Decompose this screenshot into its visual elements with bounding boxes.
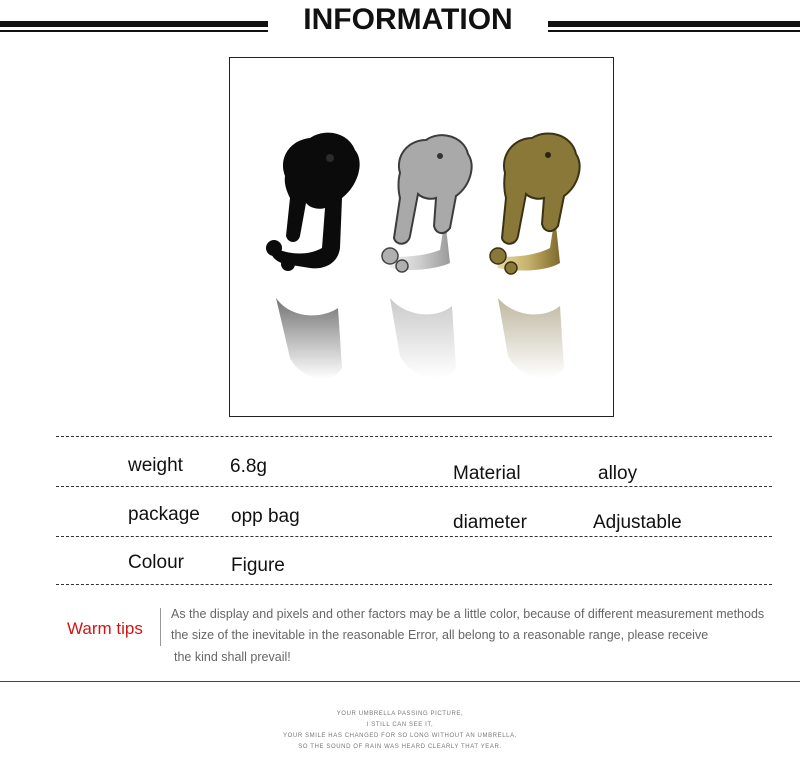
- warm-tips-label: Warm tips: [67, 619, 143, 638]
- spec-rule-1: [56, 436, 772, 437]
- bottom-divider: [0, 681, 800, 682]
- package-label: package: [128, 504, 200, 525]
- diameter-value: Adjustable: [593, 512, 682, 533]
- diameter-label: diameter: [453, 512, 527, 533]
- warm-tips-line-1: As the display and pixels and other factors may be a little color, because of different measurement methods: [171, 607, 765, 621]
- material-label: Material: [453, 463, 521, 484]
- warm-tips-line-3: the kind shall prevail!: [174, 650, 291, 664]
- page-title: INFORMATION: [303, 3, 513, 36]
- spec-rule-4: [56, 584, 772, 585]
- footer-line-2: I STILL CAN SEE IT,: [366, 722, 434, 728]
- black-ring: [266, 133, 360, 379]
- weight-label: weight: [128, 455, 183, 476]
- silver-ring: [382, 135, 472, 378]
- footer-line-4: SO THE SOUND OF RAIN WAS HEARD CLEARLY THAT YEAR.: [298, 744, 502, 750]
- spec-rule-2: [56, 486, 772, 487]
- package-value: opp bag: [231, 506, 300, 527]
- warm-tips-divider: [160, 608, 161, 646]
- weight-value: 6.8g: [230, 456, 267, 477]
- rings-illustration: [230, 58, 613, 416]
- page-header: [0, 0, 800, 48]
- spec-rule-3: [56, 536, 772, 537]
- product-image: [229, 57, 614, 417]
- material-value: alloy: [598, 463, 638, 484]
- colour-value: Figure: [231, 555, 285, 576]
- footer-line-3: YOUR SMILE HAS CHANGED FOR SO LONG WITHOUT AN UMBRELLA,: [283, 733, 517, 739]
- warm-tips-line-2: the size of the inevitable in the reasonable Error, all belong to a reasonable range, please receive: [171, 628, 709, 642]
- footer-line-1: YOUR UMBRELLA PASSING PICTURE,: [336, 711, 464, 717]
- bronze-ring: [490, 133, 580, 378]
- colour-label: Colour: [128, 552, 184, 573]
